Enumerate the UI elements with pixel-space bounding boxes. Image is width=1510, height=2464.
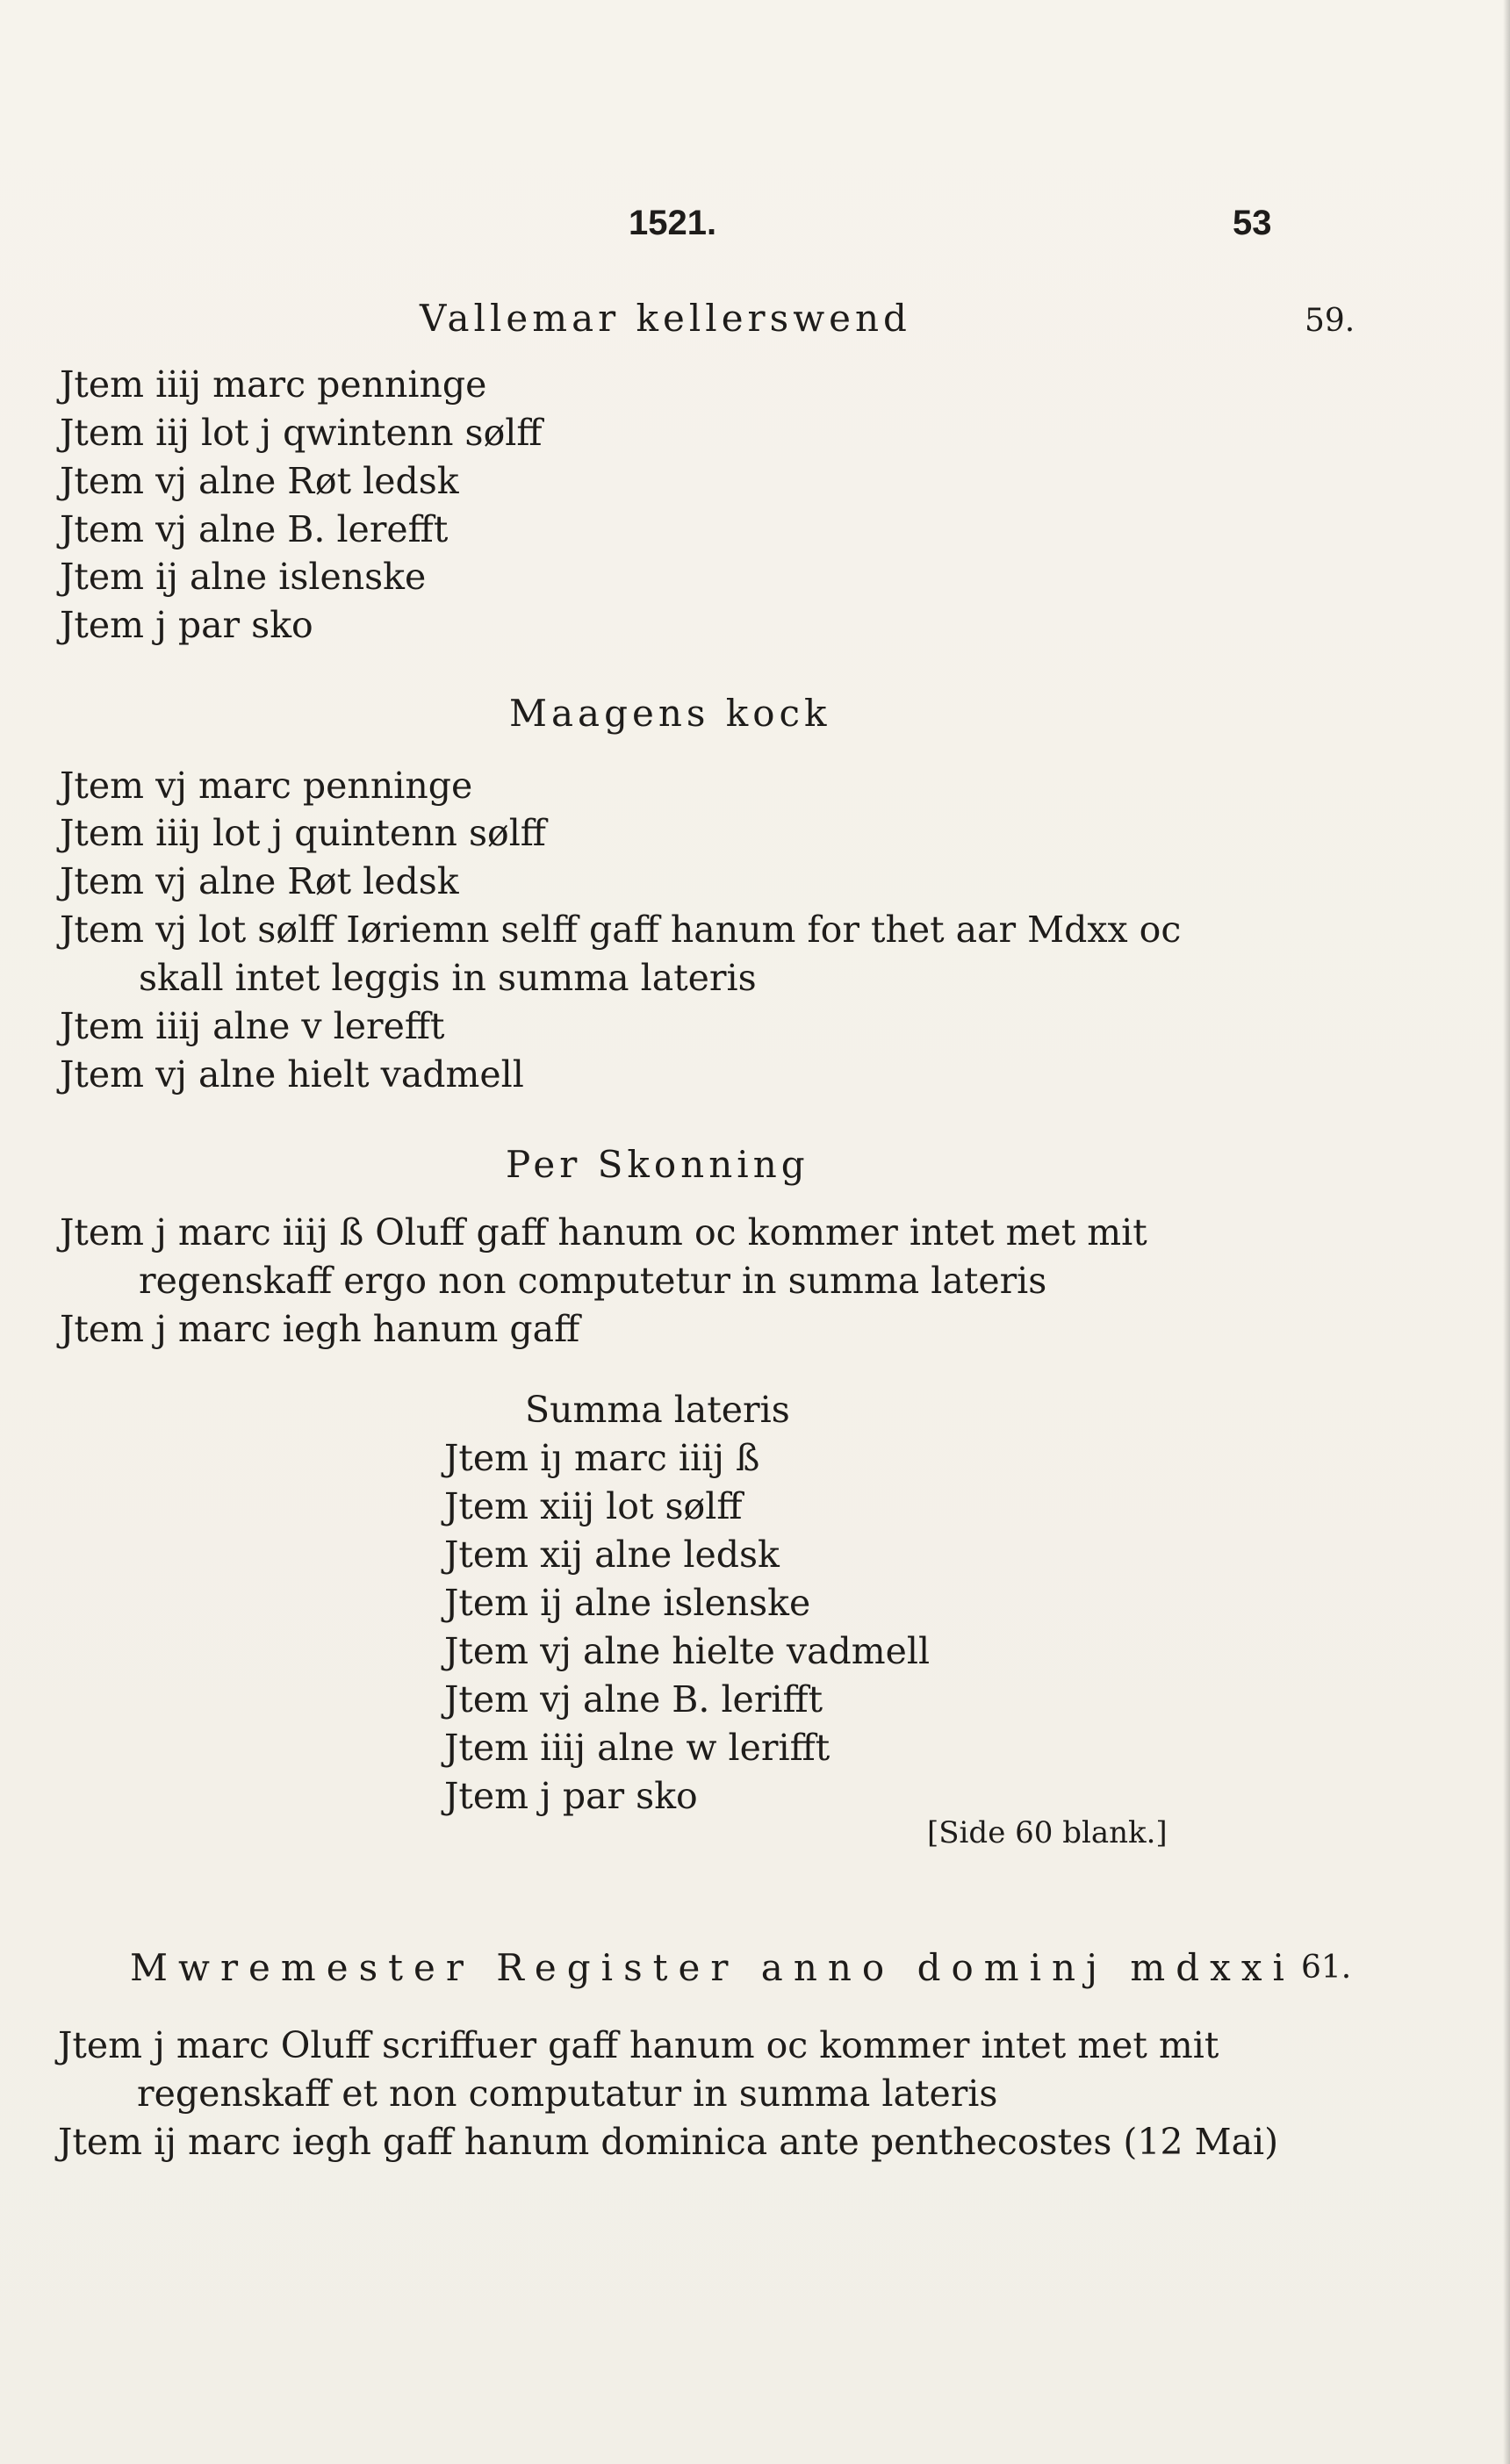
entry-line: Jtem vj alne hielt vadmell [60,1053,524,1096]
section-heading-maagens: Maagens kock [509,692,831,735]
summa-line: Jtem iiij alne w lerifft [444,1727,830,1769]
entry-line: Jtem j marc Oluff scriffuer gaff hanum oc kommer intet met mit [58,2024,1219,2066]
entry-line-continued: skall intet leggis in summa lateris [139,957,757,999]
entry-line: Jtem vj marc penninge [60,765,473,807]
entry-line: Jtem vj lot sølff Iøriemn selff gaff hanum for thet aar Mdxx oc [60,909,1182,951]
page-year: 1521. [629,204,717,242]
entry-line: Jtem iiiȷ lot j quintenn sølff [60,812,546,854]
entry-line: Jtem iiij alne v lerefft [60,1005,445,1047]
entry-line: Jtem iij lot j qwintenn sølff [60,412,543,454]
section-heading-per-skonning: Per Skonning [506,1143,809,1186]
margin-number-59: 59. [1305,303,1355,339]
entry-line: Jtem vj alne Røt ledsk [60,860,459,902]
summa-line: Jtem ij alne islenske [444,1582,811,1624]
summa-line: Jtem vj alne hielte vadmell [444,1630,931,1672]
entry-line: Jtem vj alne B. lerefft [60,508,449,550]
entry-line: Jtem ij alne islenske [60,556,427,598]
summa-line: Jtem j par sko [444,1775,698,1817]
entry-line-continued: regenskaff ergo non computetur in summa lateris [139,1260,1047,1302]
summa-line: Jtem vj alne B. lerifft [444,1678,823,1720]
entry-line: Jtem j par sko [60,604,313,646]
entry-line: Jtem j marc iiij ß Oluff gaff hanum oc kommer intet met mit [60,1211,1147,1254]
entry-line: Jtem j marc iegh hanum gaff [60,1308,580,1350]
page-number: 53 [1233,204,1272,242]
entry-line-continued: regenskaff et non computatur in summa lateris [137,2072,998,2115]
entry-line: Jtem iiij marc penninge [60,363,487,406]
side-blank-note: [Side 60 blank.] [927,1815,1168,1850]
summa-heading: Summa lateris [525,1389,790,1431]
entry-line: Jtem ij marc iegh gaff hanum dominica ante penthecostes (12 Mai) [58,2121,1279,2163]
summa-line: Jtem iȷ marc iiij ß [444,1437,760,1479]
section-heading-mwremester: Mwremester Register anno dominj mdxxi [130,1946,1295,1989]
summa-line: Jtem xiij lot sølff [444,1485,743,1527]
margin-number-61: 61. [1301,1950,1352,1986]
entry-line: Jtem vj alne Røt ledsk [60,460,459,502]
section-heading-vallemar: Vallemar kellerswend [420,297,911,340]
summa-line: Jtem xij alne ledsk [444,1534,780,1576]
